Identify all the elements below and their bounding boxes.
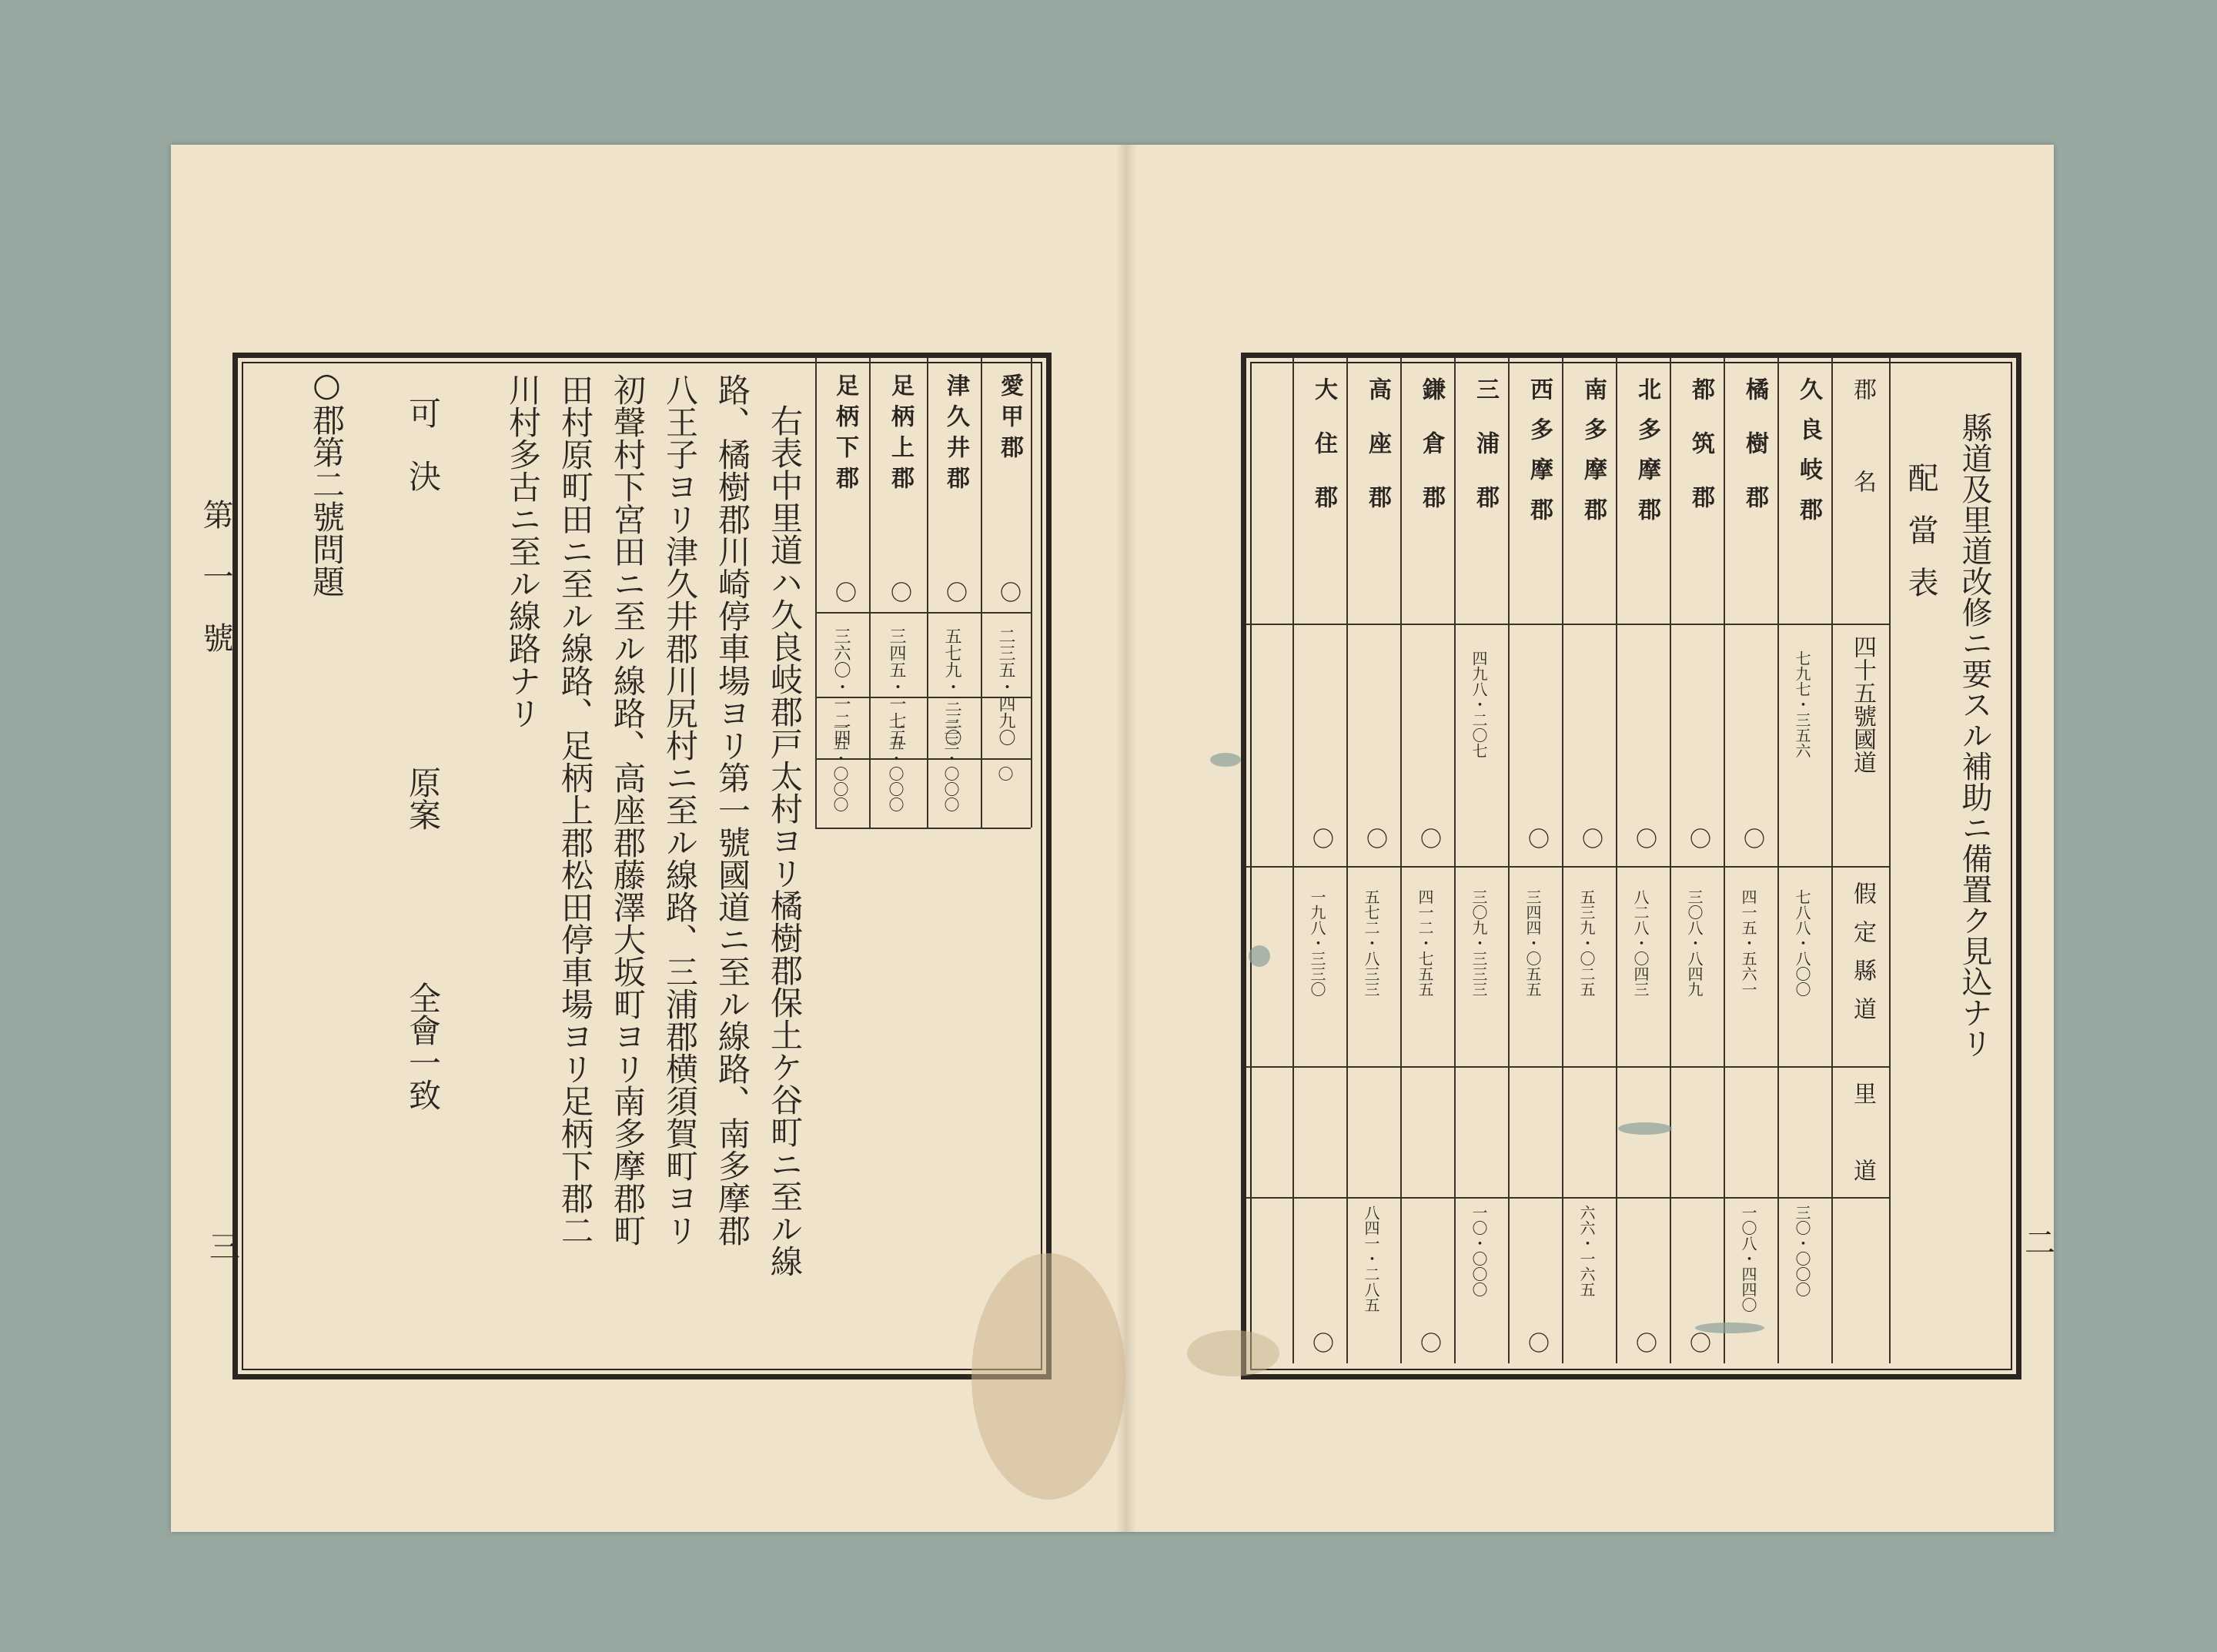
left-row-kokudo: 〇 [888, 581, 913, 603]
table-row-kokudo: 〇 [1579, 828, 1604, 849]
table-row-kendo: 三〇九・三三三 [1470, 889, 1488, 997]
table-row-kendo: 三〇八・八四九 [1685, 889, 1704, 997]
right-page-frame [1241, 353, 2021, 1379]
body-line: 右表中里道ハ久良岐郡戸太村ヨリ橘樹郡保土ケ谷町ニ至ル線 [766, 404, 804, 1277]
left-row-kendo: 二三五・四九〇 [996, 627, 1015, 746]
table-row-name: 鎌倉郡 [1418, 377, 1445, 539]
left-row-rido: 一五・〇〇〇 [831, 720, 849, 812]
table-row-rido: 三〇・〇〇〇 [1793, 1205, 1811, 1297]
table-title: 縣道及里道改修ニ要スル補助ニ備置ク見込ナリ [1957, 412, 1992, 1058]
table-row-rido: 〇 [1633, 1332, 1658, 1353]
body-line: 八王子ヨリ津久井郡川尻村ニ至ル線路、三浦郡横須賀町ヨリ [661, 373, 699, 1246]
table-row-kokudo: 〇 [1687, 828, 1712, 849]
body-line: 田村原町田ニ至ル線路、足柄上郡松田停車場ヨリ足柄下郡二 [557, 373, 594, 1246]
document-spread [171, 145, 2054, 1532]
decision-label: 可決 [404, 396, 442, 523]
table-row-rido: 一〇八・四四〇 [1739, 1205, 1757, 1313]
paper-speck [1249, 945, 1270, 967]
left-page-label: 第一號 [198, 499, 233, 684]
left-row-kokudo: 〇 [832, 581, 858, 603]
table-row-kendo: 五三九・〇二五 [1577, 889, 1596, 997]
table-row-kokudo: 〇 [1740, 828, 1766, 849]
table-row-kendo: 三四四・〇五五 [1523, 889, 1542, 997]
table-row-name: 橘樹郡 [1741, 377, 1768, 539]
left-row-kokudo: 〇 [943, 581, 968, 603]
left-row-name: 足柄下郡 [831, 373, 858, 497]
left-row-name: 津久井郡 [942, 373, 969, 497]
table-row-kendo: 四一五・五六一 [1739, 889, 1757, 997]
table-row-kendo: 七八八・八〇〇 [1793, 889, 1811, 997]
table-row-kokudo: 〇 [1633, 828, 1658, 849]
table-row-rido: 一〇・〇〇〇 [1470, 1205, 1488, 1297]
binding-gutter [1116, 145, 1136, 1532]
header-name: 郡名 [1849, 377, 1876, 562]
table-row-kokudo: 〇 [1363, 828, 1389, 849]
paper-speck [1210, 753, 1241, 767]
table-row-kokudo: 〇 [1417, 828, 1443, 849]
table-row-rido: 〇 [1417, 1332, 1443, 1353]
table-row-name: 大住郡 [1310, 377, 1337, 539]
table-row-rido: 八四一・二八五 [1362, 1205, 1380, 1313]
left-row-kendo: 三四五・一七五 [887, 627, 906, 746]
paper-stain [971, 1253, 1125, 1500]
table-row-name: 三浦郡 [1472, 377, 1499, 539]
table-row-name: 久良岐郡 [1795, 377, 1822, 537]
body-line: 川村多古ニ至ル線路ナリ [504, 373, 542, 729]
paper-stain [1187, 1330, 1279, 1376]
table-row-kendo: 四一二・七五五 [1416, 889, 1434, 997]
table-row-rido: 〇 [1309, 1332, 1335, 1353]
body-line: 初聲村下宮田ニ至ル線路、高座郡藤澤大坂町ヨリ南多摩郡町 [609, 373, 647, 1246]
left-row-rido: 一五・〇〇〇 [886, 720, 905, 812]
header-rido: 里道 [1849, 1082, 1876, 1236]
decision-amendment: 原案 [404, 766, 442, 831]
left-row-rido: 三三・〇〇〇 [941, 720, 960, 812]
table-row-name: 西多摩郡 [1526, 377, 1553, 537]
header-kokudo: 四十五號國道 [1849, 635, 1876, 774]
table-row-name: 都筑郡 [1687, 377, 1714, 539]
table-row-kokudo: 七九七・三五六 [1793, 650, 1811, 758]
header-kendo: 假定縣道 [1849, 881, 1876, 1035]
left-row-kokudo: 〇 [997, 581, 1022, 603]
table-row-kokudo: 四九八・二〇七 [1470, 650, 1488, 758]
table-row-rido: 六六・一六五 [1577, 1205, 1596, 1297]
table-row-kendo: 八二八・〇四三 [1631, 889, 1650, 997]
decision-result: 全會一致 [404, 982, 442, 1111]
table-row-name: 高座郡 [1364, 377, 1391, 539]
table-row-kokudo: 〇 [1525, 828, 1550, 849]
left-page-frame [232, 353, 1052, 1379]
table-row-name: 南多摩郡 [1580, 377, 1607, 537]
left-page-number: 三 [209, 1229, 240, 1265]
table-row-kokudo: 〇 [1309, 828, 1335, 849]
left-row-kendo: 五七九・三三〇 [942, 627, 961, 746]
left-row-name: 愛甲郡 [996, 373, 1023, 466]
paper-speck [1618, 1122, 1672, 1135]
left-row-kendo: 三六〇・一二四 [831, 627, 851, 746]
table-row-rido: 〇 [1687, 1332, 1712, 1353]
table-row-rido: 〇 [1525, 1332, 1550, 1353]
next-heading: ○郡第二號問題 [308, 366, 346, 597]
table-row-kendo: 五七二・八三三 [1362, 889, 1380, 997]
right-page-number: 二 [2025, 1226, 2055, 1261]
left-row-rido: 〇 [995, 766, 1014, 781]
table-row-name: 北多摩郡 [1633, 377, 1660, 537]
left-row-name: 足柄上郡 [887, 373, 914, 497]
paper-speck [1695, 1323, 1764, 1333]
body-line: 路、橘樹郡川崎停車場ヨリ第一號國道ニ至ル線路、南多摩郡 [714, 373, 751, 1246]
table-row-kendo: 一九八・三三〇 [1308, 889, 1326, 997]
table-subtitle: 配當表 [1903, 462, 1938, 619]
